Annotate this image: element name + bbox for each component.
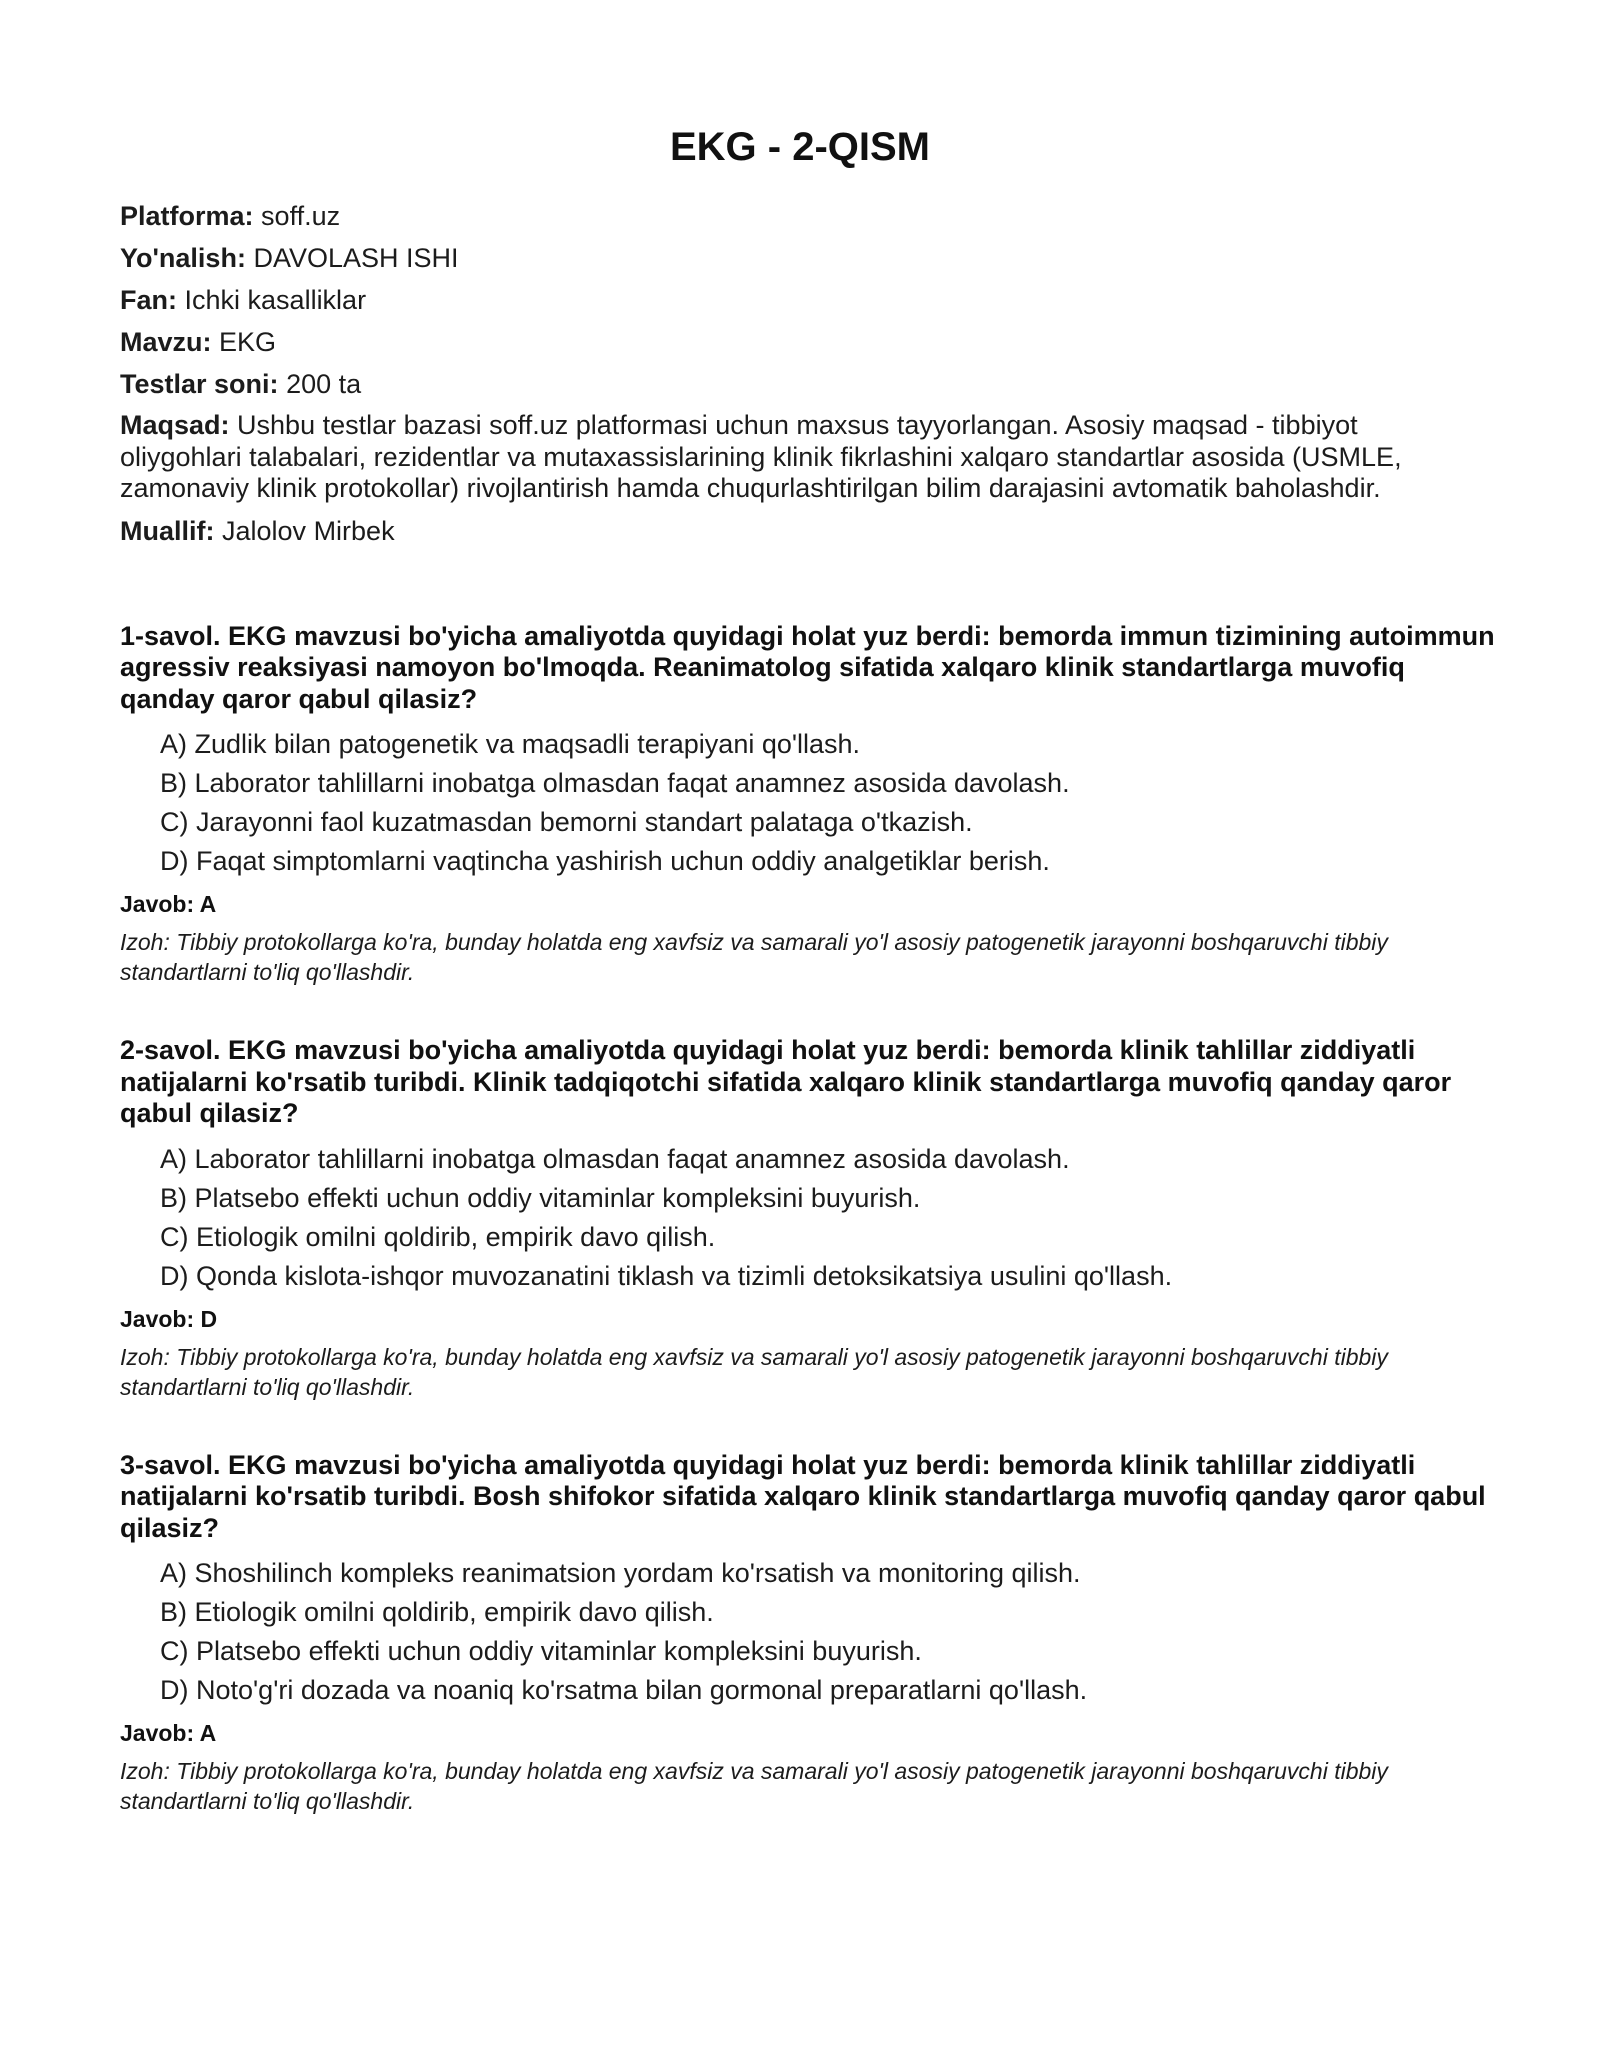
meta-label: Platforma: [120, 201, 254, 231]
option-item: B) Etiologik omilni qoldirib, empirik davo qilish. [160, 1597, 714, 1627]
meta-platform [120, 200, 1500, 232]
meta-label: Fan: [120, 285, 177, 315]
meta-label: Mavzu: [120, 327, 212, 357]
option-item: A) Shoshilinch kompleks reanimatsion yordam ko'rsatish va monitoring qilish. [160, 1558, 1081, 1588]
meta-value: DAVOLASH ISHI [253, 243, 459, 273]
option-item: D) Qonda kislota-ishqor muvozanatini tiklash va tizimli detoksikatsiya usulini qo'llash. [160, 1260, 1173, 1291]
answer-label: Javob: A [120, 1720, 217, 1746]
question-item [120, 1450, 1500, 1817]
question-text: 3-savol. EKG mavzusi bo'yicha amaliyotda quyidagi holat yuz berdi: bemorda klinik tahlillar ziddiyatli natijalarni ko'rsatib turibdi. Bosh shifokor sifatida xalqaro klinik standartlarga muvofiq qanday qaror qabul qilasiz? [120, 1449, 1486, 1543]
question-item [120, 1035, 1500, 1402]
meta-direction [120, 242, 1500, 274]
meta-label: Muallif: [120, 515, 215, 546]
explanation-note: Izoh: Tibbiy protokollarga ko'ra, bunday holatda eng xavfsiz va samarali yo'l asosiy patogenetik jarayonni boshqaruvchi tibbiy standartlarni to'liq qo'llashdir. [120, 1758, 1388, 1814]
option-item: D) Faqat simptomlarni vaqtincha yashirish uchun oddiy analgetiklar berish. [160, 846, 1050, 876]
meta-test-count [120, 368, 1500, 400]
meta-value: soff.uz [261, 201, 341, 231]
question-item [120, 621, 1500, 988]
option-item: C) Platsebo effekti uchun oddiy vitaminlar kompleksini buyurish. [160, 1636, 922, 1666]
option-item: A) Zudlik bilan patogenetik va maqsadli terapiyani qo'llash. [160, 729, 861, 759]
meta-label: Maqsad: [120, 410, 230, 440]
answer-label: Javob: D [120, 1305, 218, 1332]
meta-topic [120, 326, 1500, 358]
meta-purpose [120, 410, 1460, 505]
meta-label: Yo'nalish: [120, 243, 246, 273]
document-page [120, 0, 1500, 1864]
option-list [120, 1143, 1500, 1292]
option-item: C) Jarayonni faol kuzatmasdan bemorni standart palataga o'tkazish. [160, 807, 973, 837]
question-text: 1-savol. EKG mavzusi bo'yicha amaliyotda quyidagi holat yuz berdi: bemorda immun tizimining autoimmun agressiv reaksiyasi namoyon bo'lmoqda. Reanimatolog sifatida xalqaro klinik standartlarga muvofiq qanday qaror qabul qilasiz? [120, 620, 1495, 714]
meta-value: 200 ta [286, 369, 362, 399]
meta-author [120, 515, 1500, 547]
option-item: C) Etiologik omilni qoldirib, empirik davo qilish. [160, 1221, 716, 1252]
explanation-note: Izoh: Tibbiy protokollarga ko'ra, bunday holatda eng xavfsiz va samarali yo'l asosiy patogenetik jarayonni boshqaruvchi tibbiy standartlarni to'liq qo'llashdir. [120, 1343, 1388, 1400]
meta-value: EKG [219, 327, 277, 357]
option-list [120, 728, 1500, 877]
meta-value: Ushbu testlar bazasi soff.uz platformasi uchun maxsus tayyorlangan. Asosiy maqsad - tibbiyot oliygohlari talabalari, rezidentlar va mutaxassislarining klinik fikrlashini xalqaro standartlar asosida (USMLE, zamonaviy klinik protokollar) rivojlantirish hamda chuqurlashtirilgan bilim darajasini avtomatik baholashdir. [120, 410, 1402, 503]
question-text: 2-savol. EKG mavzusi bo'yicha amaliyotda quyidagi holat yuz berdi: bemorda klinik tahlillar ziddiyatli natijalarni ko'rsatib turibdi. Klinik tadqiqotchi sifatida xalqaro klinik standartlarga muvofiq qanday qaror qabul qilasiz? [120, 1035, 1452, 1128]
explanation-note: Izoh: Tibbiy protokollarga ko'ra, bunday holatda eng xavfsiz va samarali yo'l asosiy patogenetik jarayonni boshqaruvchi tibbiy standartlarni to'liq qo'llashdir. [120, 929, 1388, 985]
option-item: B) Laborator tahlillarni inobatga olmasdan faqat anamnez asosida davolash. [160, 768, 1070, 798]
option-list [120, 1557, 1500, 1706]
question-list [120, 621, 1500, 1817]
meta-label: Testlar soni: [120, 369, 279, 399]
option-item: A) Laborator tahlillarni inobatga olmasdan faqat anamnez asosida davolash. [160, 1143, 1070, 1174]
document-title: EKG - 2-QISM [669, 125, 931, 169]
meta-value: Jalolov Mirbek [222, 515, 395, 546]
metadata-block [120, 200, 1500, 547]
answer-label: Javob: A [120, 891, 217, 917]
meta-subject [120, 284, 1500, 316]
option-item: D) Noto'g'ri dozada va noaniq ko'rsatma bilan gormonal preparatlarni qo'llash. [160, 1675, 1088, 1705]
option-item: B) Platsebo effekti uchun oddiy vitaminlar kompleksini buyurish. [160, 1182, 921, 1213]
meta-value: Ichki kasalliklar [184, 285, 367, 315]
